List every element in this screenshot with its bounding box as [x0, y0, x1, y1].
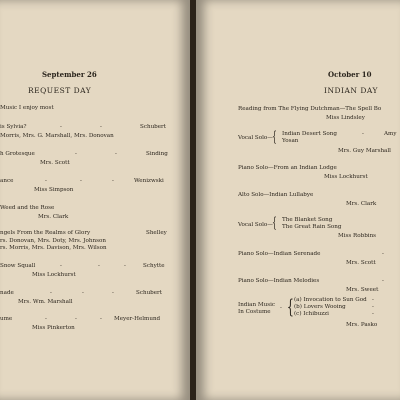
- performers: Mrs. Scott: [346, 260, 376, 266]
- program-item-title: ngels From the Realms of Glory: [0, 230, 91, 236]
- left-page: [0, 0, 190, 400]
- performers: Miss Robbins: [338, 233, 377, 239]
- performers: Mrs. Scott: [40, 160, 70, 166]
- program-item-title: nade: [0, 290, 14, 296]
- performers: Mrs. Clark: [346, 201, 377, 207]
- left-page-date: September 26: [42, 70, 97, 79]
- dash: -: [382, 251, 384, 257]
- composer: Shelley: [146, 230, 167, 236]
- program-item-title: Music I enjoy most: [0, 105, 54, 111]
- dash: -: [45, 316, 47, 322]
- program-item-title: Piano Solo—From an Indian Lodge: [238, 165, 337, 171]
- composer: Schubert: [136, 290, 162, 296]
- program-item-title: h Grotesque: [0, 151, 35, 157]
- program-item-title: Snow Squall: [0, 263, 36, 269]
- program-item-title: Piano Solo—Indian Serenade: [238, 251, 321, 257]
- program-item-title: ume: [0, 316, 13, 322]
- program-item-label: Vocal Solo—: [238, 135, 273, 141]
- performers: rs. Donovan, Mrs. Doty, Mrs. Johnson: [0, 238, 106, 244]
- song-title: (c) Ichibuzzi: [294, 311, 329, 317]
- song-title: Yosan: [282, 138, 299, 144]
- left-page-heading: REQUEST DAY: [28, 86, 92, 95]
- song-title: The Great Rain Song: [282, 224, 342, 230]
- dash: -: [50, 290, 52, 296]
- composer: Amy: [384, 131, 397, 137]
- composer: Schytte: [143, 263, 165, 269]
- program-item-label: In Costume: [238, 309, 271, 315]
- composer: Meyer-Helmund: [114, 316, 161, 322]
- performers: Miss Pinkerton: [32, 325, 75, 331]
- performers: Mrs. Guy Marshall: [338, 148, 391, 154]
- right-page: [196, 0, 400, 400]
- performers: rs. Morris, Mrs. Davison, Mrs. Wilson: [0, 245, 107, 251]
- composer: Sinding: [146, 151, 168, 157]
- performers: Mrs. Clark: [38, 214, 69, 220]
- brace: {: [272, 129, 277, 145]
- dash: -: [60, 124, 62, 130]
- composer: Schubert: [140, 124, 166, 130]
- dash: -: [98, 263, 100, 269]
- dash: -: [80, 178, 82, 184]
- song-title: The Blanket Song: [282, 217, 333, 223]
- dash: -: [112, 178, 114, 184]
- dash: -: [75, 151, 77, 157]
- program-item-title: Weed and the Rose: [0, 205, 55, 211]
- program-item-label: Indian Music: [238, 302, 276, 308]
- program-item-label: Vocal Solo—: [238, 222, 273, 228]
- dash: -: [112, 290, 114, 296]
- program-item-title: Alto Solo—Indian Lullabye: [238, 192, 314, 198]
- dash: -: [362, 131, 364, 137]
- brace: {: [272, 215, 277, 231]
- dash: -: [100, 316, 102, 322]
- song-title: Indian Desert Song: [282, 131, 337, 137]
- performers: Miss Lindsley: [326, 115, 365, 121]
- dash: -: [100, 124, 102, 130]
- dash: -: [60, 263, 62, 269]
- right-page-heading: INDIAN DAY: [324, 86, 378, 95]
- performers: Morris, Mrs. G. Marshall, Mrs. Donovan: [0, 133, 114, 139]
- dash: -: [280, 305, 282, 311]
- dash: -: [82, 290, 84, 296]
- song-title: (a) Invocation to Sun God: [294, 297, 367, 303]
- dash: -: [115, 151, 117, 157]
- composer: Wenizwski: [134, 178, 164, 184]
- song-title: (b) Lovers Wooing: [294, 304, 346, 310]
- performers: Miss Lockhurst: [32, 272, 76, 278]
- program-item-title: Reading from The Flying Dutchman—The Spell Bo: [238, 106, 382, 112]
- dash: -: [372, 311, 374, 317]
- dash: -: [372, 297, 374, 303]
- performers: Mrs. Sweet: [346, 287, 379, 293]
- dash: -: [372, 304, 374, 310]
- dash: -: [75, 316, 77, 322]
- dash: -: [45, 178, 47, 184]
- brace: {: [286, 294, 294, 318]
- performers: Mrs. Wm. Marshall: [18, 299, 73, 305]
- program-item-title: is Sylvia?: [0, 124, 27, 130]
- dash: -: [382, 278, 384, 284]
- right-page-date: October 10: [328, 70, 372, 79]
- program-item-title: Piano Solo—Indian Melodies: [238, 278, 320, 284]
- performers: Miss Lockhurst: [324, 174, 368, 180]
- performers: Mrs. Pasko: [346, 322, 378, 328]
- dash: -: [124, 263, 126, 269]
- performers: Miss Simpson: [34, 187, 74, 193]
- program-item-title: ance: [0, 178, 14, 184]
